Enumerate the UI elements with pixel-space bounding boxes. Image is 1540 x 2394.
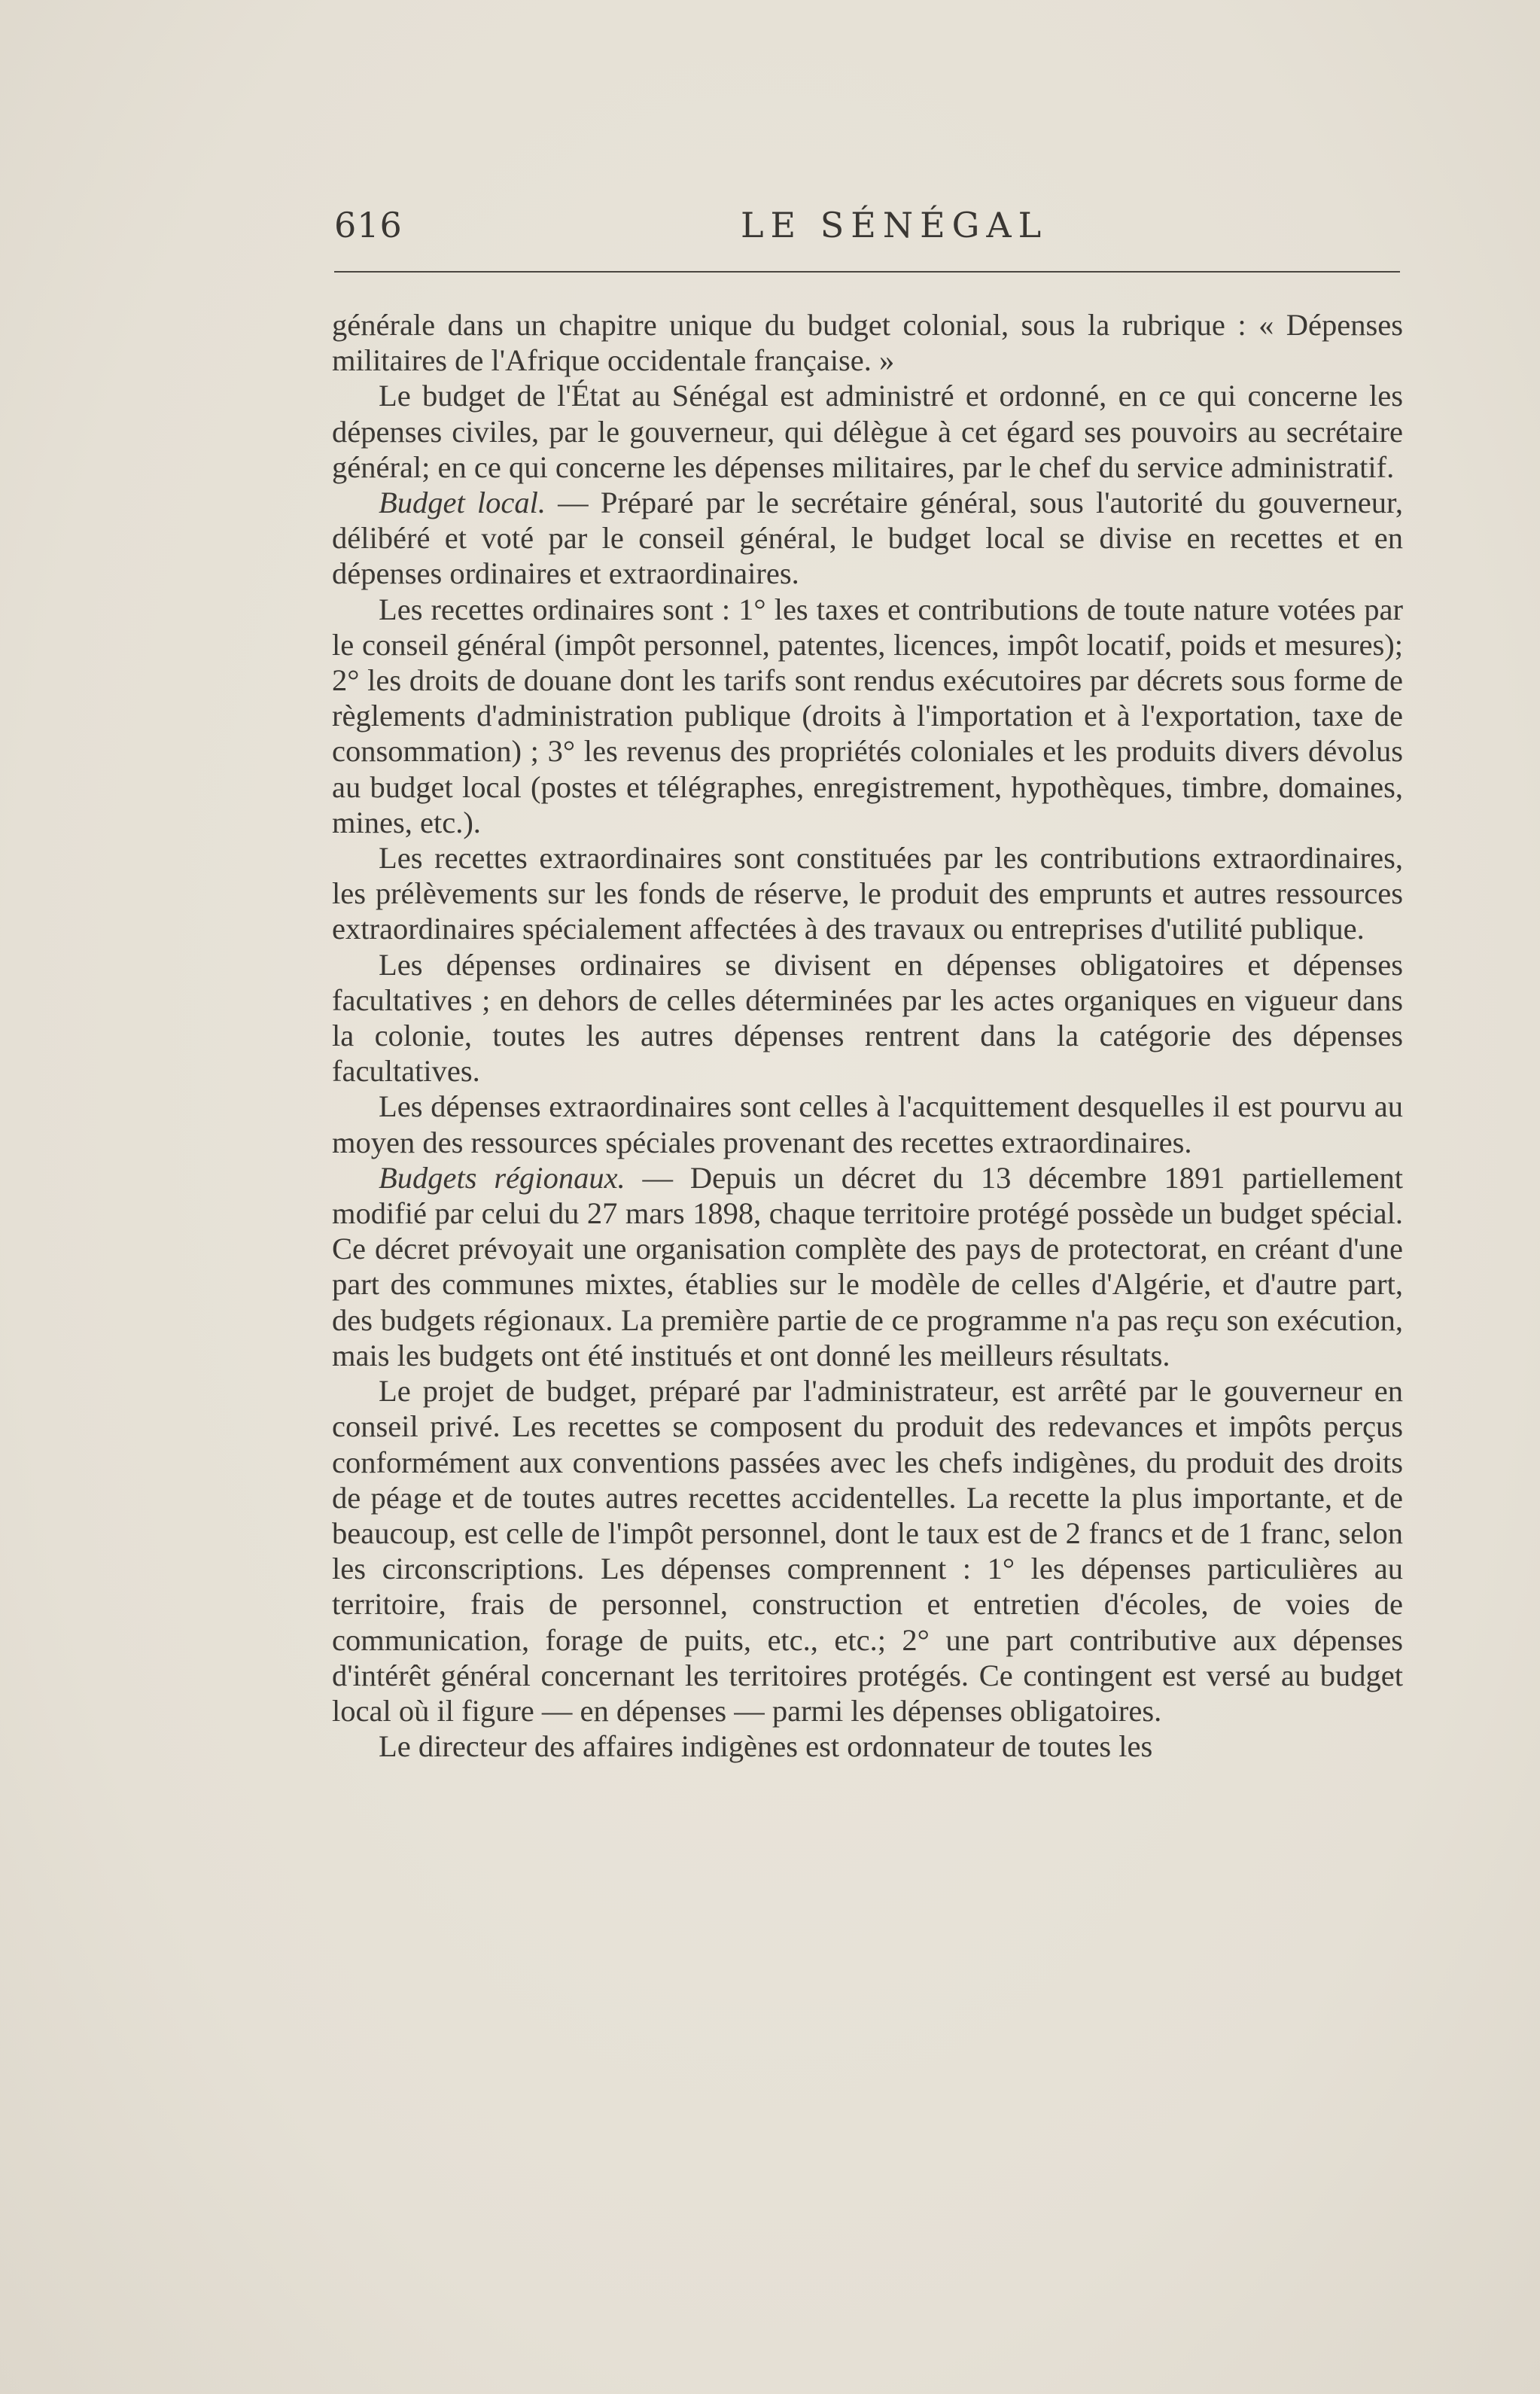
paragraph-text: — Préparé par le secrétaire général, sous l'autorité du gouverneur, délibéré et voté par le conseil général, le budget local se divise en recettes et en dépenses ordinaires et extraordinaires.	[332, 486, 1403, 591]
paragraph-italic-lead: Budgets régionaux.	[379, 1160, 625, 1195]
paragraph-text: Les dépenses extraordinaires sont celles à l'acquittement desquelles il est pourvu au moyen des ressources spéciales provenant des recettes extraordinaires.	[332, 1089, 1403, 1159]
paragraph-text: Le directeur des affaires indigènes est ordonnateur de toutes les	[379, 1729, 1153, 1764]
running-title: LE SÉNÉGAL	[741, 205, 1048, 245]
paragraph	[332, 1373, 1403, 1728]
paragraph	[332, 1728, 1403, 1764]
page-number: 616	[334, 205, 403, 245]
paragraph-text: Le projet de budget, préparé par l'administrateur, est arrêté par le gouverneur en conseil privé. Les recettes se composent du produit des redevances et impôts perçus conformément aux conventions passées avec les chefs indigènes, du produit des droits de péage et de toutes autres recettes accidentelles. La recette la plus importante, et de beaucoup, est celle de l'impôt personnel, dont le taux est de 2 francs et de 1 franc, selon les circonscriptions. Les dépenses comprennent : 1° les dépenses particulières au territoire, frais de personnel, construction et entretien d'écoles, de voies de communication, forage de puits, etc., etc.; 2° une part contributive aux dépenses d'intérêt général concernant les territoires protégés. Ce contingent est versé au budget local où il figure — en dépenses — parmi les dépenses obligatoires.	[332, 1374, 1403, 1728]
paragraph	[332, 378, 1403, 485]
paragraph	[332, 307, 1403, 378]
paragraph-text: Les recettes extraordinaires sont constituées par les contributions extraordinaires, les prélèvements sur les fonds de réserve, le produit des emprunts et autres ressources extraordinaires spécialement affectées à des travaux ou entreprises d'utilité publique.	[332, 841, 1403, 946]
paragraph	[332, 1089, 1403, 1159]
paragraph-text: générale dans un chapitre unique du budget colonial, sous la rubrique : « Dépenses militaires de l'Afrique occidentale française. »	[332, 308, 1403, 378]
paragraph-text: Le budget de l'État au Sénégal est administré et ordonné, en ce qui concerne les dépenses civiles, par le gouverneur, qui délègue à cet égard ses pouvoirs au secrétaire général; en ce qui concerne les dépenses militaires, par le chef du service administratif.	[332, 379, 1403, 484]
page-header	[334, 202, 1400, 254]
paragraph	[332, 1160, 1403, 1373]
paragraph	[332, 592, 1403, 840]
paragraph	[332, 485, 1403, 592]
paragraph-text: Les recettes ordinaires sont : 1° les taxes et contributions de toute nature votées par le conseil général (impôt personnel, patentes, licences, impôt locatif, poids et mesures); 2° les droits de douane dont les tarifs sont rendus exécutoires par décrets sous forme de règlements d'administration publique (droits à l'importation et à l'exportation, taxe de consommation) ; 3° les revenus des propriétés coloniales et les produits divers dévolus au budget local (postes et télégraphes, enregistrement, hypothèques, timbre, domaines, mines, etc.).	[332, 592, 1403, 839]
paragraph-text: Les dépenses ordinaires se divisent en dépenses obligatoires et dépenses facultatives ; en dehors de celles déterminées par les actes organiques en vigueur dans la colonie, toutes les autres dépenses rentrent dans la catégorie des dépenses facultatives.	[332, 947, 1403, 1089]
header-rule	[334, 271, 1400, 273]
paragraph-italic-lead: Budget local.	[379, 486, 546, 520]
body-text	[332, 307, 1403, 1764]
paragraph	[332, 840, 1403, 947]
paragraph-text: — Depuis un décret du 13 décembre 1891 partiellement modifié par celui du 27 mars 1898, chaque territoire protégé possède un budget spécial. Ce décret prévoyait une organisation complète des pays de protectorat, en créant d'une part des communes mixtes, établies sur le modèle de celles d'Algérie, et d'autre part, des budgets régionaux. La première partie de ce programme n'a pas reçu son exécution, mais les budgets ont été institués et ont donné les meilleurs résultats.	[332, 1160, 1403, 1372]
paragraph	[332, 947, 1403, 1089]
